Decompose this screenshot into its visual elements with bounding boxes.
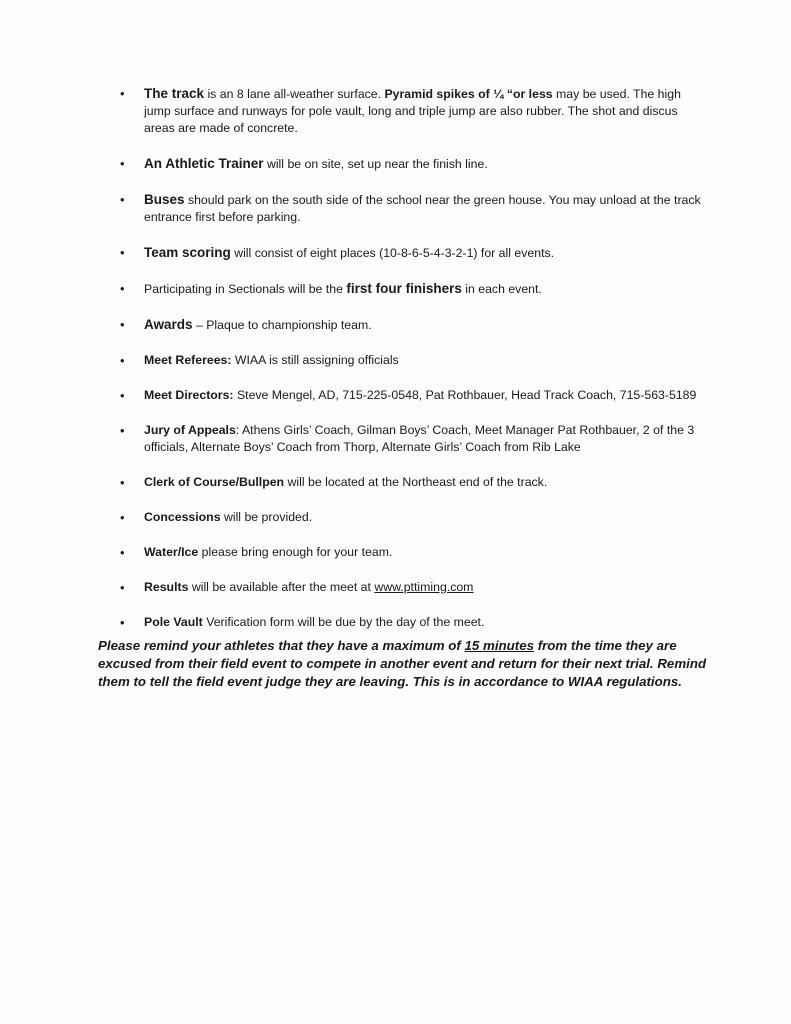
item-text: WIAA is still assigning officials xyxy=(231,353,399,367)
bullet: • xyxy=(120,615,125,630)
item-lead: Water/Ice xyxy=(144,545,199,559)
results-link[interactable]: www.pttiming.com xyxy=(374,580,474,594)
item-lead: Concessions xyxy=(144,510,221,524)
reminder-note xyxy=(98,637,708,691)
item-text: will be on site, set up near the finish line. xyxy=(263,157,488,171)
list-item-pole-vault xyxy=(118,614,708,631)
item-text: is an 8 lane all-weather surface. xyxy=(204,87,385,101)
list-item-water-ice xyxy=(118,544,708,561)
item-lead: The track xyxy=(144,86,205,101)
list-item-athletic-trainer xyxy=(118,155,708,173)
item-lead: Buses xyxy=(144,192,185,207)
list-item-sectionals xyxy=(118,280,708,298)
bullet: • xyxy=(120,353,125,368)
item-lead: first four finishers xyxy=(346,281,462,296)
item-lead: An Athletic Trainer xyxy=(144,156,264,171)
list-item-meet-referees xyxy=(118,352,708,369)
bullet: • xyxy=(120,192,125,207)
item-text: : Athens Girls’ Coach, Gilman Boys’ Coach, Meet Manager Pat Rothbauer, 2 of the 3 officials, Alternate Boys’ Coach from Thorp, Alternate Girls’ Coach from Rib Lake xyxy=(144,423,695,454)
bullet: • xyxy=(120,156,125,171)
note-text-before: Please remind your athletes that they have a maximum of xyxy=(98,638,465,653)
list-item-team-scoring xyxy=(118,244,708,262)
list-item-clerk-of-course xyxy=(118,474,708,491)
item-text: in each event. xyxy=(461,282,542,296)
bullet: • xyxy=(120,423,125,438)
note-time-limit: 15 minutes xyxy=(464,638,534,653)
item-text: – Plaque to championship team. xyxy=(192,318,372,332)
item-lead: Awards xyxy=(144,317,193,332)
bullet: • xyxy=(120,86,125,101)
list-item-meet-directors xyxy=(118,387,708,404)
list-item-awards xyxy=(118,316,708,334)
list-item-track xyxy=(118,85,708,137)
bullet: • xyxy=(120,317,125,332)
item-text: will be available after the meet at xyxy=(188,580,375,594)
bullet: • xyxy=(120,281,125,296)
list-item-results xyxy=(118,579,708,596)
bullet: • xyxy=(120,510,125,525)
item-text: will be provided. xyxy=(220,510,313,524)
item-lead: Results xyxy=(144,580,189,594)
bullet: • xyxy=(120,545,125,560)
bullet: • xyxy=(120,245,125,260)
note-text-after: from the time they are excused from their field event to compete in another event and return for their next trial. Remind them to tell the field event judge they are leaving. This is in accordance to WIAA regulations. xyxy=(98,638,707,689)
item-text: should park on the south side of the school near the green house. You may unload at the track entrance first before parking. xyxy=(144,193,701,224)
bullet: • xyxy=(120,475,125,490)
item-text-prefix: Participating in Sectionals will be the xyxy=(144,282,347,296)
item-lead: Clerk of Course/Bullpen xyxy=(144,475,285,489)
item-lead: Pole Vault xyxy=(144,615,203,629)
item-text: will consist of eight places (10-8-6-5-4-3-2-1) for all events. xyxy=(230,246,555,260)
list-item-buses xyxy=(118,191,708,226)
item-text: Verification form will be due by the day of the meet. xyxy=(202,615,485,629)
bullet: • xyxy=(120,388,125,403)
item-text: Steve Mengel, AD, 715-225-0548, Pat Rothbauer, Head Track Coach, 715-563-5189 xyxy=(233,388,697,402)
item-lead: Jury of Appeals xyxy=(144,423,236,437)
list-item-concessions xyxy=(118,509,708,526)
list-item-jury-of-appeals xyxy=(118,422,708,456)
item-text-secondary: may be used. The high jump surface and runways for pole vault, long and triple jump are also rubber. The shot and discus areas are made of concrete. xyxy=(144,87,681,135)
info-list xyxy=(118,85,708,631)
item-lead: Meet Referees: xyxy=(144,353,232,367)
item-text: please bring enough for your team. xyxy=(198,545,393,559)
item-lead: Meet Directors: xyxy=(144,388,234,402)
item-lead-secondary: Pyramid spikes of ¼ “or less xyxy=(384,87,553,101)
bullet: • xyxy=(120,580,125,595)
item-lead: Team scoring xyxy=(144,245,231,260)
item-text: will be located at the Northeast end of the track. xyxy=(284,475,548,489)
